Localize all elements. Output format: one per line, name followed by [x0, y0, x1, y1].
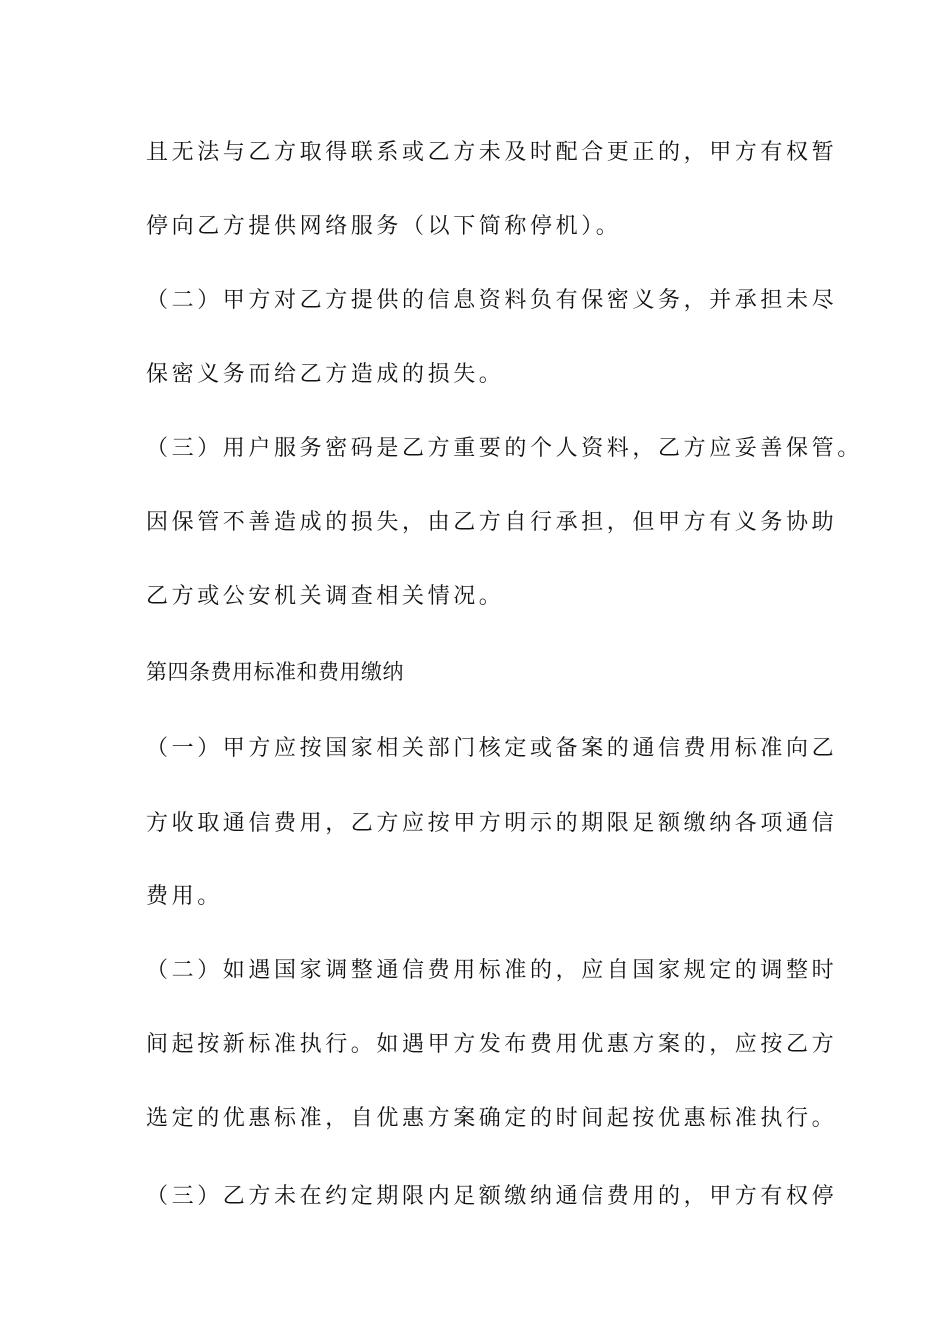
text-line: 间起按新标准执行。如遇甲方发布费用优惠方案的，应按乙方 [146, 1032, 838, 1057]
text-line: （二）如遇国家调整通信费用标准的，应自国家规定的调整时 [146, 958, 838, 983]
text-line: （二）甲方对乙方提供的信息资料负有保密义务，并承担未尽 [146, 288, 838, 313]
text-line: （三）用户服务密码是乙方重要的个人资料，乙方应妥善保管。 [146, 436, 863, 461]
section-heading: 第四条费用标准和费用缴纳 [146, 660, 404, 684]
text-line: 费用。 [146, 884, 223, 909]
text-line: 乙方或公安机关调查相关情况。 [146, 584, 505, 609]
text-line: （三）乙方未在约定期限内足额缴纳通信费用的，甲方有权停 [146, 1184, 838, 1209]
text-line: 方收取通信费用，乙方应按甲方明示的期限足额缴纳各项通信 [146, 811, 838, 836]
text-line: 选定的优惠标准，自优惠方案确定的时间起按优惠标准执行。 [146, 1106, 838, 1131]
text-line: 因保管不善造成的损失，由乙方自行承担，但甲方有义务协助 [146, 510, 838, 535]
text-line: 停向乙方提供网络服务（以下简称停机）。 [146, 214, 622, 239]
text-line: 保密义务而给乙方造成的损失。 [146, 362, 505, 387]
text-line: （一）甲方应按国家相关部门核定或备案的通信费用标准向乙 [146, 736, 838, 761]
text-line: 且无法与乙方取得联系或乙方未及时配合更正的，甲方有权暂 [146, 140, 838, 165]
